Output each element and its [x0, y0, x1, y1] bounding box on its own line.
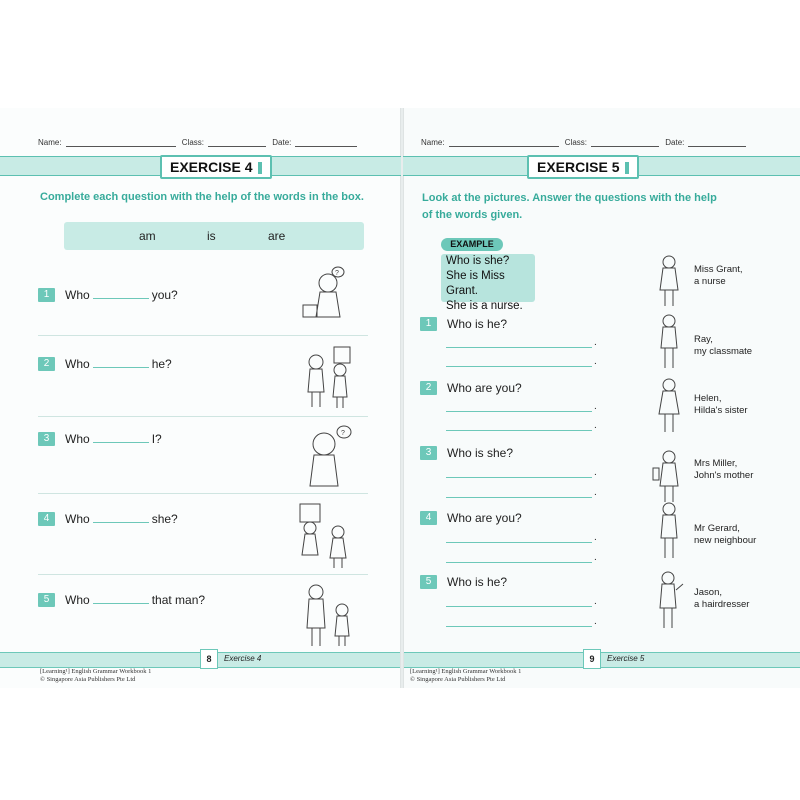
- r-q4-answer-line-2[interactable]: [446, 561, 592, 563]
- date-label: Date:: [272, 138, 292, 147]
- period-dot: .: [594, 337, 597, 348]
- copyright-left: © Singapore Asia Publishers Pte Ltd: [40, 676, 136, 683]
- person-at-phone-illustration: [300, 265, 355, 325]
- r-q2-answer-line-1[interactable]: [446, 410, 592, 412]
- title-accent-bar: [625, 162, 629, 174]
- exercise-4-title: [160, 155, 272, 179]
- r-q1-answer-line-2[interactable]: [446, 365, 592, 367]
- word-box: [64, 222, 364, 250]
- r-q5-answer-line-1[interactable]: [446, 605, 592, 607]
- period-dot: .: [594, 467, 597, 478]
- example-caption: Miss Grant, a nurse: [694, 264, 743, 287]
- class-line[interactable]: [591, 138, 659, 147]
- example-line-3: She is a nurse.: [446, 300, 523, 312]
- example-line-1: Who is she?: [446, 255, 510, 267]
- divider: [38, 335, 368, 336]
- period-dot: .: [594, 532, 597, 543]
- name-label: Name:: [38, 138, 62, 147]
- period-dot: .: [594, 356, 597, 367]
- r-q1-number: 1: [420, 317, 437, 331]
- mr-gerard-illustration: [654, 500, 684, 562]
- divider: [38, 493, 368, 494]
- exercise-4-title-text: EXERCISE 4: [170, 159, 253, 175]
- svg-text:?: ?: [341, 430, 345, 437]
- footer-label-right: Exercise 5: [607, 654, 645, 663]
- period-dot: .: [594, 487, 597, 498]
- name-field-left: [38, 138, 361, 147]
- svg-text:?: ?: [335, 270, 339, 277]
- q4-blank[interactable]: [93, 512, 149, 523]
- book-spine: [400, 108, 404, 688]
- exercise-4-instruction: Complete each question with the help of the words in the box.: [40, 191, 364, 203]
- r-q5-caption: Jason, a hairdresser: [694, 587, 750, 610]
- exercise-5-title: [527, 155, 639, 179]
- date-label: Date:: [665, 138, 685, 147]
- q5-text: Who that man?: [65, 593, 206, 607]
- boy-thinking-illustration: [302, 424, 357, 489]
- book-title-left: [Learning¹] English Grammar Workbook 1: [40, 668, 152, 675]
- q1-text: Who you?: [65, 288, 178, 302]
- exercise-5-instruction: [422, 190, 717, 224]
- exercise-5-title-text: EXERCISE 5: [537, 159, 620, 175]
- name-line[interactable]: [66, 138, 176, 147]
- r-q1-text: Who is he?: [447, 317, 508, 331]
- r-q5-answer-line-2[interactable]: [446, 625, 592, 627]
- r-q2-answer-line-2[interactable]: [446, 429, 592, 431]
- q4-text: Who she?: [65, 512, 178, 526]
- period-dot: .: [594, 420, 597, 431]
- r-q1-caption: Ray, my classmate: [694, 334, 753, 357]
- r-q3-caption: Mrs Miller, John's mother: [694, 458, 754, 481]
- q2-blank[interactable]: [93, 357, 149, 368]
- example-line-2: She is Miss Grant.: [446, 270, 505, 297]
- r-q2-text: Who are you?: [447, 381, 522, 395]
- q1-number: 1: [38, 288, 55, 302]
- r-q1-answer-line-1[interactable]: [446, 346, 592, 348]
- title-accent-bar: [258, 162, 262, 174]
- helen-illustration: [654, 376, 684, 436]
- man-and-child-illustration: [300, 578, 358, 650]
- q5-number: 5: [38, 593, 55, 607]
- date-line[interactable]: [688, 138, 746, 147]
- ray-illustration: [654, 312, 684, 372]
- r-q5-text: Who is he?: [447, 575, 508, 589]
- footer-band-right: [404, 652, 800, 668]
- q4-number: 4: [38, 512, 55, 526]
- date-line[interactable]: [295, 138, 357, 147]
- r-q4-number: 4: [420, 511, 437, 525]
- r-q4-text: Who are you?: [447, 511, 522, 525]
- class-label: Class:: [564, 138, 588, 147]
- example-badge: EXAMPLE: [441, 238, 503, 251]
- period-dot: .: [594, 596, 597, 607]
- hairdresser-illustration: [650, 568, 686, 632]
- girls-at-window-illustration: [296, 500, 356, 570]
- instruction-line-1: Look at the pictures. Answer the questions with the help: [422, 192, 717, 204]
- period-dot: .: [594, 616, 597, 627]
- class-line[interactable]: [208, 138, 266, 147]
- page-number-9: 9: [583, 649, 601, 669]
- word-am: am: [139, 229, 156, 243]
- r-q3-number: 3: [420, 446, 437, 460]
- example-box: [441, 254, 535, 312]
- r-q3-text: Who is she?: [447, 446, 514, 460]
- r-q4-answer-line-1[interactable]: [446, 541, 592, 543]
- r-q4-caption: Mr Gerard, new neighbour: [694, 523, 757, 546]
- word-are: are: [268, 229, 286, 243]
- q3-text: Who I?: [65, 432, 162, 446]
- name-field-right: [421, 138, 750, 147]
- page-number-8: 8: [200, 649, 218, 669]
- word-is: is: [207, 229, 216, 243]
- footer-label-left: Exercise 4: [224, 654, 262, 663]
- period-dot: .: [594, 401, 597, 412]
- q3-number: 3: [38, 432, 55, 446]
- instruction-line-2: of the words given.: [422, 209, 523, 221]
- mrs-miller-illustration: [652, 448, 686, 504]
- name-label: Name:: [421, 138, 445, 147]
- copyright-right: © Singapore Asia Publishers Pte Ltd: [410, 676, 506, 683]
- class-label: Class:: [181, 138, 205, 147]
- q2-number: 2: [38, 357, 55, 371]
- r-q2-caption: Helen, Hilda's sister: [694, 393, 748, 416]
- book-title-right: [Learning¹] English Grammar Workbook 1: [410, 668, 522, 675]
- two-children-illustration: [300, 342, 355, 412]
- q1-blank[interactable]: [93, 288, 149, 299]
- nurse-illustration: [654, 252, 684, 308]
- divider: [38, 574, 368, 575]
- r-q2-number: 2: [420, 381, 437, 395]
- name-line[interactable]: [449, 138, 559, 147]
- period-dot: .: [594, 552, 597, 563]
- q3-blank[interactable]: [93, 432, 149, 443]
- r-q3-answer-line-1[interactable]: [446, 476, 592, 478]
- r-q5-number: 5: [420, 575, 437, 589]
- divider: [38, 416, 368, 417]
- q2-text: Who he?: [65, 357, 172, 371]
- r-q3-answer-line-2[interactable]: [446, 496, 592, 498]
- q5-blank[interactable]: [93, 593, 149, 604]
